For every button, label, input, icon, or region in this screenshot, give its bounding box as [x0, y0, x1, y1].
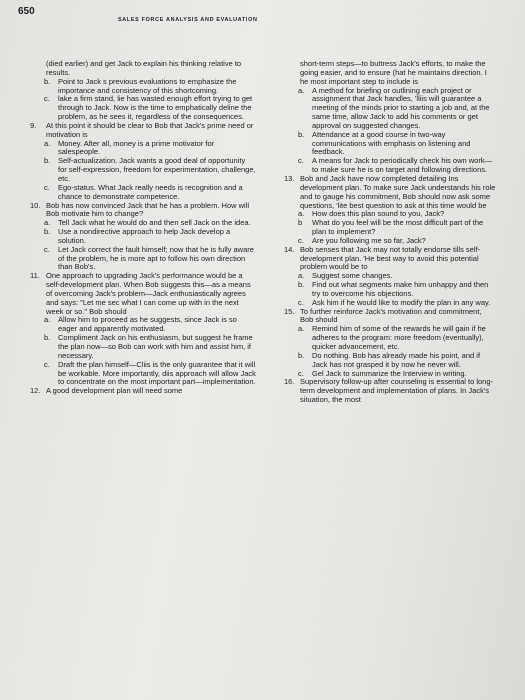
option-letter: a.: [44, 218, 51, 228]
item-text: Tell Jack what he would do and then sell Jack on the idea.: [58, 218, 251, 228]
item-text: Ego-status. What Jack really needs is recognition and a chance to demonstrate competence.: [58, 182, 243, 201]
option-letter: b.: [44, 333, 51, 343]
item-text: Bob has now convinced Jack that he has a problem. How will Bob motivate him to change?: [46, 200, 250, 219]
item-text: Compliment Jack on his enthusiasm, but suggest he frame the plan now—so Bob can work with him and assist him, if necessary.: [58, 333, 253, 360]
item-text: Find out what segments make him unhappy and then try to overcome his objections.: [312, 280, 489, 298]
answer-option: [284, 325, 496, 352]
continued-text: [30, 60, 256, 78]
question-item: [284, 175, 496, 210]
answer-option: [284, 352, 496, 370]
question-item: [284, 308, 496, 326]
answer-option: [30, 157, 256, 184]
option-letter: c.: [44, 94, 50, 104]
item-text: Let Jack correct the fault himself; now that he is fully aware of the problem, he is more apt to follow his own direction than Bob's.: [58, 244, 254, 272]
option-letter: c.: [298, 297, 304, 307]
option-letter: b.: [298, 350, 305, 360]
option-letter: c.: [44, 359, 50, 369]
option-letter: a.: [44, 315, 51, 325]
option-letter: a.: [298, 209, 305, 219]
item-text: A means for Jack to periodically check his own work—to make sure he is on target and following directions.: [312, 156, 493, 175]
option-letter: b.: [44, 76, 51, 86]
item-text: Remind him of some of the rewards he will gain if he adheres to the program: more freedom (eventually), quicker advancement, etc.: [312, 324, 486, 351]
option-letter: c.: [298, 156, 304, 166]
answer-option: [30, 184, 256, 202]
right-column: [284, 60, 496, 405]
option-letter: b: [298, 218, 303, 228]
answer-option: [284, 219, 496, 237]
item-text: Money. After all, money is a prime motivator for salespeople.: [58, 138, 215, 157]
option-letter: a.: [298, 85, 305, 95]
question-item: [284, 246, 496, 273]
option-letter: c.: [298, 368, 304, 378]
answer-option: [284, 131, 496, 158]
item-text: Ask him if he would like to modify the plan in any way.: [312, 297, 491, 307]
option-letter: c.: [44, 244, 50, 254]
answer-option: [30, 95, 256, 122]
item-text: (died earlier) and get Jack to explain his thinking relative to results.: [46, 59, 242, 77]
item-text: lake a firm stand, lie has wasted enough effort trying to get through to Jack. Now is the time to emphatically deline the problem, as he sees it, regardless of the consequences.: [58, 94, 253, 122]
option-letter: b.: [298, 280, 305, 290]
item-text: Use a nondirective approach to help Jack develop a solution.: [58, 227, 231, 245]
question-number: 14.: [284, 244, 295, 254]
question-item: [284, 378, 496, 405]
answer-option: [284, 87, 496, 131]
option-letter: b.: [44, 156, 51, 166]
answer-option: [30, 316, 256, 334]
item-text: Attendance at a good course in two-way communications with emphasis on listening and feedback.: [312, 129, 471, 157]
option-letter: b.: [44, 227, 51, 237]
answer-option: [30, 246, 256, 273]
item-text: To further reinforce Jack's motivation and commitment, Bob should: [300, 306, 482, 325]
answer-option: [284, 281, 496, 299]
item-text: Are you following me so far, Jack?: [312, 235, 426, 245]
answer-option: [30, 334, 256, 361]
answer-option: [30, 140, 256, 158]
answer-option: [30, 78, 256, 96]
item-text: short-term steps—to buttress Jack's efforts, to make the going easier, and to ensure (hat he maintains direction. I he most important step to include is: [300, 59, 487, 86]
answer-option: [30, 228, 256, 246]
question-number: 16.: [284, 377, 295, 387]
item-text: Do nothing. Bob has already made his point, and if Jack has not grasped it by now he never will.: [312, 350, 481, 369]
question-number: 10.: [30, 200, 41, 210]
option-letter: b.: [298, 129, 305, 139]
item-text: One approach to upgrading Jack's performance would be a self-development plan. When Bob suggests this—as a means of overcoming Jack's problem—Jack enthusiastically agrees and says: "Let me sec what I can come up with in the next week or so." Bob should: [46, 271, 251, 316]
item-text: Suggest some changes.: [312, 271, 393, 281]
question-number: 9.: [30, 120, 37, 130]
page-number: 650: [18, 6, 35, 17]
question-number: 11.: [30, 271, 40, 281]
option-letter: a.: [44, 138, 51, 148]
running-header: SALES FORCE ANALYSIS AND EVALUATION: [118, 17, 258, 23]
item-text: A good development plan will need some: [46, 386, 183, 396]
question-number: 12.: [30, 386, 41, 396]
answer-option: [30, 361, 256, 388]
question-number: 13.: [284, 173, 295, 183]
option-letter: a.: [298, 324, 305, 334]
question-item: [30, 272, 256, 316]
item-text: Supervisory follow-up after counseling is essential to long-term development and implementation of plans. In Jack's situation, the most: [300, 377, 494, 405]
question-item: [30, 202, 256, 220]
item-text: Point to Jack s previous evaluations to emphasize the importance and consistency of this shortcoming.: [58, 76, 237, 95]
question-item: [30, 122, 256, 140]
option-letter: c.: [44, 182, 50, 192]
option-letter: a.: [298, 271, 305, 281]
item-text: Bob and Jack have now completed detailing Ins development plan. To make sure Jack understands his role and to gauge his commitment, Bob should now ask some questions, 'lite best question to ask at this time would be: [300, 173, 496, 210]
answer-option: [284, 157, 496, 175]
question-number: 15.: [284, 306, 295, 316]
item-text: Self-actualization. Jack wants a good deal of opportunity for self-expression, freedom for experimentation, challenge, etc.: [58, 156, 256, 183]
item-text: What do you feel will be the most difficult part of the plan to implement?: [312, 218, 484, 237]
item-text: Gel Jack to summarize the Interview in writing.: [312, 368, 467, 378]
item-text: How does this plan sound to you, Jack?: [312, 209, 445, 219]
continued-text: [284, 60, 496, 87]
option-letter: c.: [298, 235, 304, 245]
item-text: At this point it should be clear to Bob that Jack's prime need or motivation is: [46, 120, 254, 139]
item-text: Allow him to proceed as he suggests, since Jack is so eager and apparently motivated.: [58, 315, 237, 334]
item-text: Draft the plan himself—Cliis is the only guarantee that it will be workable. More importantly, diis approach will allow Jack to concentrate on the most important part—implementation.: [58, 359, 256, 387]
item-text: Bob senses that Jack may not totally endorse tills self-development plan. 'He best way to avoid this potential problem would be to: [300, 244, 481, 272]
question-item: [30, 387, 256, 396]
left-column: [30, 60, 256, 396]
item-text: A method for briefing or outlining each project or assignment that Jack handles, 'lliis will guarantee a meeting of the minds prior to starting a job and, at the same time, allow Jack to add his comments or get approval on suggested changes.: [312, 85, 490, 130]
